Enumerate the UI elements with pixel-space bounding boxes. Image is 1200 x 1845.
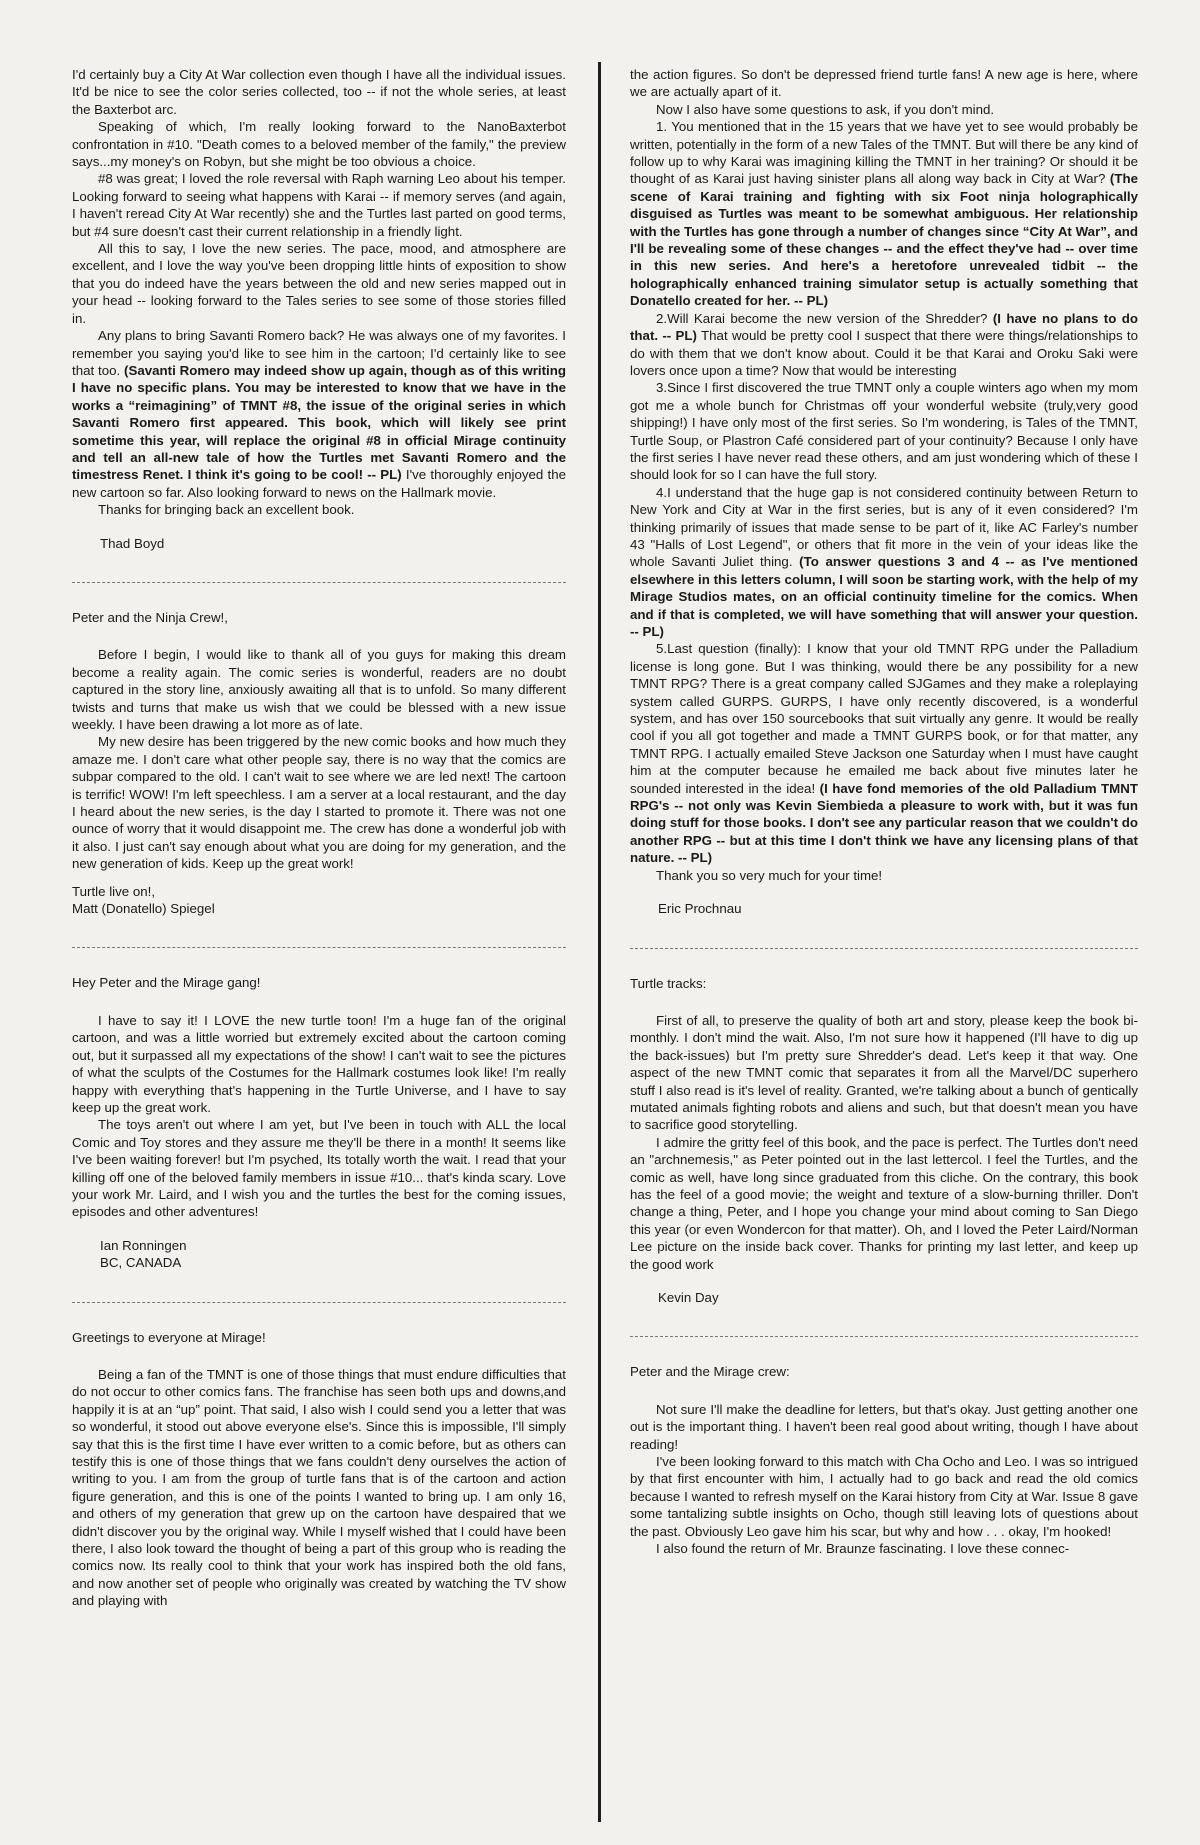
right-column — [630, 66, 1138, 1557]
letter-text: Any plans to bring Savanti Romero back? He was always one of my favorites. I remember you saying you'd like to see him in the cartoon; I'd certainly like to see that too. — [72, 328, 566, 378]
letter-kevin-day — [630, 975, 1138, 1307]
letter-mirage-crew — [630, 1363, 1138, 1557]
letter-paragraph: I also found the return of Mr. Braunze fascinating. I love these connec- — [656, 1541, 1070, 1557]
letter-paragraph: I have to say it! I LOVE the new turtle toon! I'm a huge fan of the original cartoon, and was a little worried but extremely excited about the cartoon coming out, but it surpassed all my expectations of the show! I can't wait to see the pictures of what the sculpts of the Costumes for the Hallmark costumes look like! I'm really happy with everything that's happening in the Turtle Universe, and I have to say keep up the great work. — [72, 1012, 566, 1115]
letter-salutation: Peter and the Mirage crew: — [630, 1364, 790, 1380]
letter-eric-prochnau-part1 — [72, 1329, 566, 1610]
letter-eric-prochnau-part2 — [630, 66, 1138, 918]
letter-paragraph — [630, 640, 1138, 866]
letter-separator — [630, 1336, 1138, 1337]
letter-text: 1. You mentioned that in the 15 years that we have yet to see would probably be written, potentially in the form of a new Tales of the TMNT. But will there be any kind of follow up to why Karai was imagining killing the TMNT in her training? Or should it be thought of as Karai just having sinister plans all along way back in City at War? — [630, 119, 1138, 187]
letter-signature: Matt (Donatello) Spiegel — [72, 901, 215, 917]
letter-text: 2.Will Karai become the new version of the Shredder? — [656, 310, 993, 326]
letter-salutation: Hey Peter and the Mirage gang! — [72, 975, 261, 991]
letter-text: That would be pretty cool I suspect that there were things/relationships to do with them that we don't know about. Could it be that Karai and Oroku Saki were lovers once upon a time? Now that would be interesting — [630, 328, 1138, 378]
editor-reply: (I have fond memories of the old Palladium TMNT RPG's -- not only was Kevin Siembieda a pleasure to work with, but it was fun doing stuff for those books. I don't see any particular reason that we couldn't do another RPG -- but at this time I don't think we have any licensing plans of that nature. -- PL) — [630, 780, 1138, 866]
letter-paragraph: the action figures. So don't be depressed friend turtle fans! A new age is here, where we are actually apart of it. — [630, 67, 1138, 100]
letter-paragraph: The toys aren't out where I am yet, but I've been in touch with ALL the local Comic and Toy stores and they assure me they'll be there in a month! It seems like I've been waiting forever! but I'm psyched, Its totally worth the wait. I read that your killing off one of the beloved family members in issue #10... that's kinda scary. Love your work Mr. Laird, and I wish you and the turtles the best for the coming issues, episodes and other adventures! — [72, 1117, 566, 1220]
letter-paragraph: Thanks for bringing back an excellent book. — [98, 502, 355, 518]
letter-signature: Kevin Day — [658, 1290, 719, 1305]
letter-paragraph: All this to say, I love the new series. The pace, mood, and atmosphere are excellent, and I love the way you've been dropping little hints of exposition to show that you do indeed have the years between the old and new series mapped out in your head -- looking forward to the Tales series to see some of those stories filled in. — [72, 241, 566, 326]
letter-paragraph: Thank you so very much for your time! — [656, 867, 883, 883]
letter-thad-boyd — [72, 66, 566, 552]
letter-paragraph — [630, 310, 1138, 380]
letter-text: 5.Last question (finally): I know that your old TMNT RPG under the Palladium license is long gone. But I was thinking, would there be any possibility for a new TMNT RPG? There is a great company called SJGames and they make a roleplaying system called GURPS. GURPS, I have only recently discovered, is a wonderful system, and has over 150 sourcebooks that suit virtually any genre. It would be really cool if you all got together and made a TMNT GURPS book, or for that matter, any TMNT RPG. I actually emailed Steve Jackson one Saturday when I must have caught him at the computer because he emailed me back about five minutes later he sounded interested in the idea! — [630, 641, 1138, 796]
letter-text: I've thoroughly enjoyed the new cartoon so far. Also looking forward to news on the Hallmark movie. — [72, 467, 567, 500]
letter-salutation: Greetings to everyone at Mirage! — [72, 1329, 266, 1345]
letter-ian-ronningen — [72, 974, 566, 1271]
letter-salutation: Peter and the Ninja Crew!, — [72, 609, 228, 625]
editor-reply: (To answer questions 3 and 4 -- as I've mentioned elsewhere in this letters column, I will soon be starting work, with the help of my Mirage Studios mates, on an official continuity timeline for the comics. When and if that is completed, we will have something that will answer your question. -- PL) — [630, 554, 1138, 639]
editor-reply: (Savanti Romero may indeed show up again, though as of this writing I have no specific plans. You may be interested to know that we have in the works a “reimagining” of TMNT #8, the issue of the original series in which Savanti Romero first appeared. This book, which will likely see print sometime this year, will replace the original #8 in official Mirage continuity and tell an all-new tale of how the Turtles met Savanti Romero and the timestress Renet. I think it's going to be cool! -- PL) — [72, 362, 566, 483]
letter-paragraph: I've been looking forward to this match with Cha Ocho and Leo. I was so intrigued by that first encounter with him, I actually had to go back and read the old comics because I wanted to refresh myself on the Karai history from City at War. Issue 8 gave some tantalizing subtle insights on Ocho, though still leaving lots of questions about the past. Obviously Leo gave him his scar, but why and how . . . okay, I'm hooked! — [630, 1454, 1138, 1539]
letter-paragraph: First of all, to preserve the quality of both art and story, please keep the book bi-monthly. I don't mind the wait. Also, I'm not sure how it happened (I'll have to dig up the back-issues) but I'm pretty sure Shredder's dead. Let's keep it that way. One aspect of the new TMNT comic that separates it from all the Marvel/DC superhero stuff I also read is it's level of reality. Granted, we're talking about a bunch of gentically mutated animals fighting robots and aliens and such, but that doesn't mean you have to sacrifice good storytelling. — [630, 1012, 1138, 1133]
letter-separator — [630, 948, 1138, 949]
letter-paragraph — [72, 327, 566, 501]
letter-closing: Turtle live on!, — [72, 883, 156, 899]
letter-paragraph: My new desire has been triggered by the new comic books and how much they amaze me. I don't care what other people say, there is no way that the comics are subpar compared to the old. I can't wait to see where we are led next! The cartoon is terrific! WOW! I'm left speechless. I am a server at a local restaurant, and the day I heard about the new series, is the day I started to promote it. There was not one ounce of worry that it would disappoint me. The crew has done a wonderful job with it also. I just can't say enough about what you are doing for my generation, and the new generation of kids. Keep up the great work! — [72, 734, 566, 872]
letter-paragraph — [630, 484, 1138, 641]
letter-salutation: Turtle tracks: — [630, 975, 707, 991]
editor-reply: (I have no plans to do that. -- PL) — [630, 310, 1139, 344]
letter-paragraph: 3.Since I first discovered the true TMNT only a couple winters ago when my mom got me a whole bunch for Christmas off your wonderful website (truly,very good shipping!) I have only most of the first series. So I'm wondering, is Tales of the TMNT, Turtle Soup, or Plastron Café considered part of your continuity? Because I only have the first series I have never read these others, and am just wondering which of these I should look for so I can have the full story. — [630, 380, 1138, 483]
letter-separator — [72, 1302, 566, 1303]
letter-signature: Eric Prochnau — [658, 901, 742, 917]
editor-reply: (The scene of Karai training and fighting with six Foot ninja holographically disguised as Turtles was meant to be somewhat ambiguous. Her relationship with the Turtles has gone through a number of changes since “City At War”, and I'll be revealing some of these changes -- and the effect they've had -- over time in this new series. And here's a heretofore unrevealed tidbit -- the holographically enhanced training simulator setup is actually something that Donatello created for her. -- PL) — [630, 171, 1138, 309]
letter-paragraph: Now I also have some questions to ask, if you don't mind. — [656, 101, 995, 117]
letter-location: BC, CANADA — [100, 1255, 182, 1271]
letter-paragraph — [630, 118, 1138, 309]
letter-signature: Thad Boyd — [100, 535, 165, 551]
letter-text: 4.I understand that the huge gap is not considered continuity between Return to New York and City at War in the first series, but is any of it even considered? I'm thinking primarily of issues that made sense to be part of it, like AC Farley's number 43 "Halls of Lost Legend", or others that fit more in the vein of your ideas like the whole Savanti Juliet thing. — [630, 484, 1138, 570]
column-divider — [598, 62, 601, 1822]
letter-paragraph: Not sure I'll make the deadline for letters, but that's okay. Just getting another one out is the important thing. I haven't been real good about writing, though I have about reading! — [630, 1401, 1138, 1452]
letter-paragraph: Being a fan of the TMNT is one of those things that must endure difficulties that do not occur to other comics fans. The franchise has seen both ups and downs,and happily it is at an “up” point. That said, I also wish I could send you a letter that was so wonderful, it stood out above everyone else's. Since this is impossible, I'll simply say that this is the first time I have ever written to a comic before, but as others can testify this is one of those things that we fans couldn't deny ourselves the action of writing to you. I am from the group of turtle fans that is of the cartoon and action figure generation, and this is one of the points I wanted to bring up. I am only 16, and others of my generation that grew up on the cartoon have despaired that we didn't discover you by the original way. While I myself wished that I could have been there, I also look toward the thought of being a part of this group who is reading the comics now. Its really cool to think that your work has inspired both the old fans, and now another set of people who originally was created by watching the TV show and playing with — [72, 1366, 566, 1609]
letter-paragraph: I admire the gritty feel of this book, and the pace is perfect. The Turtles don't need an "archnemesis," as Peter pointed out in the last lettercol. I feel the Turtles, and the comic as well, have long since graduated from this cliche. On the contrary, this book has the feel of a good movie; the weight and texture of a slow-burning thriller. Don't change a thing, Peter, and I hope you change your mind about coming to San Diego this year (or even Wondercon for that matter). Oh, and I loved the Peter Laird/Norman Lee picture on the inside back cover. Thanks for printing my last letter, and keep up the good work — [630, 1134, 1138, 1272]
letter-paragraph: Before I begin, I would like to thank all of you guys for making this dream become a reality again. The comic series is wonderful, readers are no doubt captured in the story line, anxiously awaiting all that is to unfold. So many different twists and turns that make us wish that we could be blessed with a new issue weekly. I have been drawing a lot more as of late. — [72, 647, 566, 732]
letter-paragraph: Speaking of which, I'm really looking forward to the NanoBaxterbot confrontation in #10. "Death comes to a beloved member of the family," the preview says...my money's on Robyn, but she might be too obvious a choice. — [72, 119, 566, 170]
letter-matt-spiegel — [72, 609, 566, 918]
letter-paragraph: #8 was great; I loved the role reversal with Raph warning Leo about his temper. Looking forward to seeing what happens with Karai -- if memory serves (and again, I haven't reread City At War recently) she and the Turtles last parted on good terms, but #4 sure doesn't cast their current relationship in a friendly light. — [72, 171, 566, 239]
letter-separator — [72, 582, 566, 583]
letter-signature: Ian Ronningen — [100, 1237, 187, 1253]
letter-paragraph: I'd certainly buy a City At War collection even though I have all the individual issues. It'd be nice to see the color series collected, too -- if not the whole series, at least the Baxterbot arc. — [72, 67, 566, 117]
left-column — [72, 66, 566, 1610]
letter-separator — [72, 947, 566, 948]
